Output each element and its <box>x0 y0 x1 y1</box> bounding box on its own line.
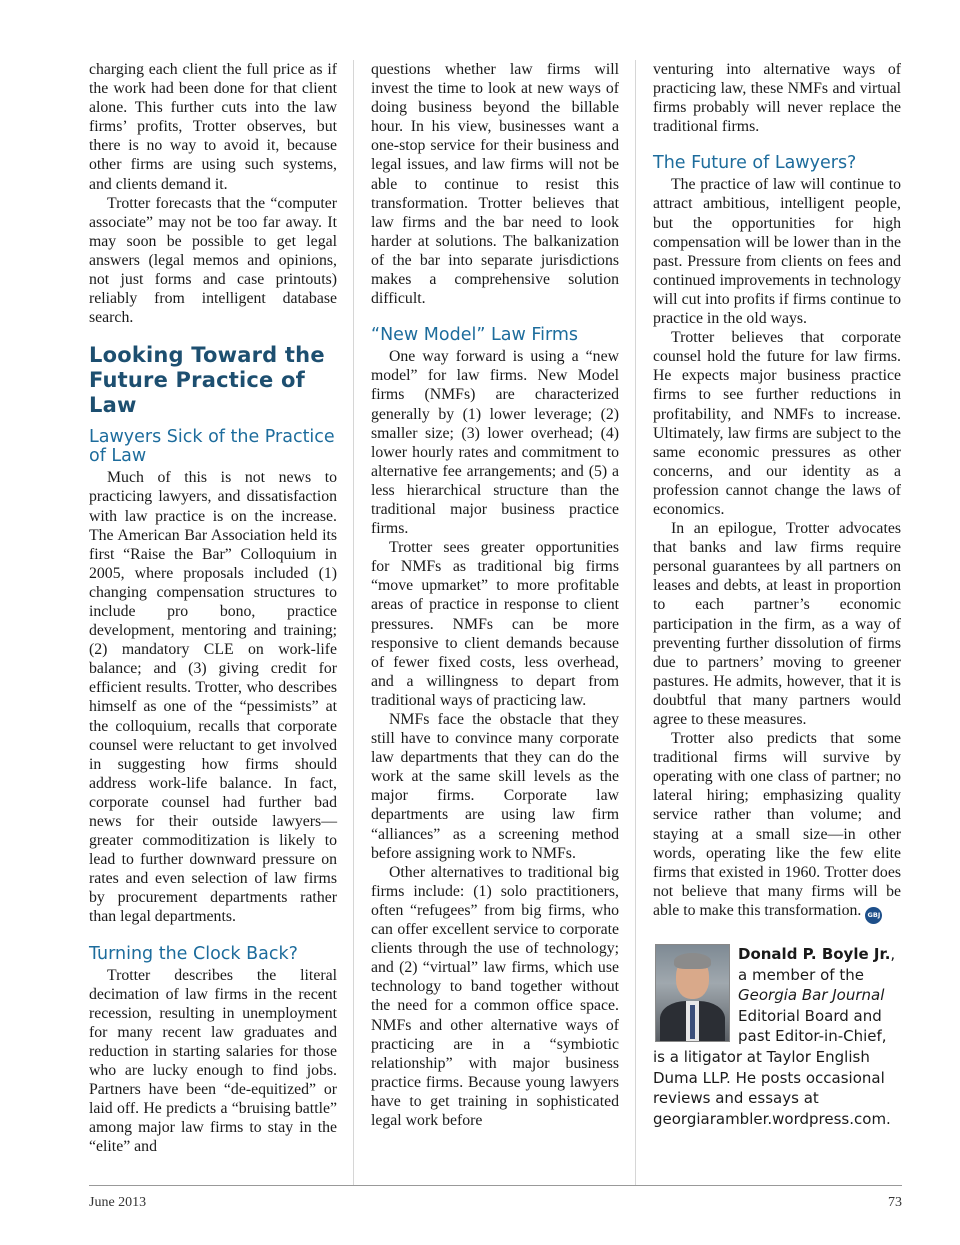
subheading: Turning the Clock Back? <box>89 943 298 964</box>
bio-text: Editorial Board and past Editor-in-Chief, is a litigator at Taylor English Duma LLP. He posts occasional reviews and essays at georgiarambler.wordpress.com. <box>653 1006 891 1128</box>
author-bio <box>653 944 901 1129</box>
paragraph: Trotter forecasts that the “computer associate” may not be too far away. It may soon be possible to get legal answers (legal memos and opinions, not just forms and case printouts) reliably from intelligent database search. <box>89 194 337 327</box>
paragraph: Trotter sees greater opportunities for NMFs as traditional big firms “move upmarket” to more profitable areas of practice in response to client pressures. NMFs can be more responsive to client demands because of fewer fixed costs, less overhead, and a willingness to depart from traditional ways of practicing law. <box>371 539 619 709</box>
subheading: Lawyers Sick of the Practice of Law <box>89 427 335 467</box>
paragraph-text: Trotter also predicts that some traditional firms will survive by operating with one class of partner; no lateral hiring; emphasizing quality service rather than volume; and staying at a small size—in other words, operating like the few elite firms that existed in 1960. Trotter does not believe that many firms will be able to make this transformation. <box>653 730 901 919</box>
section-heading: Looking Toward the Future Practice of Law <box>89 343 325 418</box>
footer-rule <box>89 1185 902 1186</box>
column-divider <box>353 60 354 1185</box>
paragraph: venturing into alternative ways of practicing law, these NMFs and virtual firms probably will never replace the traditional firms. <box>653 61 901 136</box>
column-divider <box>635 60 636 1185</box>
author-photo <box>655 944 730 1042</box>
paragraph: Trotter believes that corporate counsel hold the future for law firms. He expects major business practice firms to see further reductions in profitability, and NMFs to increase. Ultimately, law firms are subject to the same economic pressures as other concerns, and our identity as a profession cannot change the laws of economics. <box>653 329 901 518</box>
bio-text: , a member of the <box>738 944 896 984</box>
paragraph <box>653 729 901 924</box>
page-number: 73 <box>888 1195 902 1210</box>
subheading: “New Model” Law Firms <box>371 325 579 346</box>
footer-date: June 2013 <box>89 1195 147 1210</box>
paragraph: One way forward is using a “new model” for law firms. New Model firms (NMFs) are characterized generally by (1) lower leverage; (2) smaller size; (3) lower overhead; (4) lower hourly rates and commitment to alternative fee arrangements; and (5) a less hierarchical structure than the traditional major business practice firms. <box>371 348 619 538</box>
column-1 <box>89 60 337 1157</box>
paragraph: questions whether law firms will invest the time to look at new ways of doing business beyond the billable hour. In his view, businesses want a one-stop service for their business and legal issues, and law firms will not be able to continue to resist this transformation. Trotter believes that law firms and the bar need to look harder at solutions. The balkanization of the bar into separate jurisdictions makes a comprehensive solution difficult. <box>371 61 619 308</box>
column-2 <box>371 60 619 1130</box>
gbj-end-mark-icon: GBJ <box>865 907 882 924</box>
journal-name: Georgia Bar Journal <box>738 986 885 1005</box>
paragraph: charging each client the full price as if the work had been done for that client alone. This further cuts into the law firms’ profits, Trotter observes, but there is no way to avoid it, because other firms are using such systems, and clients demand it. <box>89 61 337 193</box>
paragraph: The practice of law will continue to attract ambitious, intelligent people, but the opportunities for high compensation will be lower than in the past. Pressure from clients on fees and continued improvements in technology will cut into profits if firms continue to practice in the old ways. <box>653 176 901 328</box>
column-3 <box>653 60 901 1129</box>
subheading: The Future of Lawyers? <box>653 153 857 174</box>
paragraph: In an epilogue, Trotter advocates that banks and law firms require personal guarantees by all partners on leases and debts, at least in proportion to each partner’s economic participation in the firm, as a way of preventing further dissolution of firms due to partners’ moving to greener pastures. He admits, however, that it is doubtful that many partners would agree to these measures. <box>653 520 901 728</box>
paragraph: NMFs face the obstacle that they still have to convince many corporate law departments that they can do the work at the same skill levels as the major firms. Corporate law departments are using law firm “alliances” as a screening method before assigning work to NMFs. <box>371 711 619 862</box>
author-name: Donald P. Boyle Jr. <box>738 944 891 963</box>
paragraph: Much of this is not news to practicing lawyers, and dissatisfaction with law practice is on the increase. The American Bar Association held its first “Raise the Bar” Colloquium in 2005, where proposals included (1) changing compensation structures to include pro bono, practice development, mentoring and training; (2) mandatory CLE on work-life balance; and (3) giving credit for efficient results. Trotter, who describes himself as one of the “pessimists” at the colloquium, recalls that corporate counsel were reluctant to get involved in suggesting how firms should address work-life balance. In fact, corporate counsel had further bad news for their outside lawyers—greater commoditization is likely to lead to further downward pressure on rates and even selection of law firms by procurement departments rather than legal departments. <box>89 469 337 926</box>
paragraph: Trotter describes the literal decimation of law firms in the recent recession, resulting in unemployment for many recent law graduates and reduction in starting salaries for those who are lucky enough to find jobs. Partners have been “de-equitized” or laid off. He predicts a “bruising battle” among major law firms to stay in the “elite” and <box>89 966 337 1156</box>
paragraph: Other alternatives to traditional big firms include: (1) solo practitioners, often “refugees” from big firms, who can offer excellent service to corporate clients through the use of technology; and (2) “virtual” law firms, which use technology to band together without the need for a common office space. NMFs and other alternative ways of practicing are in a “symbiotic relationship” with major business practice firms. Because young lawyers have to get training in sophisticated legal work before <box>371 863 619 1129</box>
